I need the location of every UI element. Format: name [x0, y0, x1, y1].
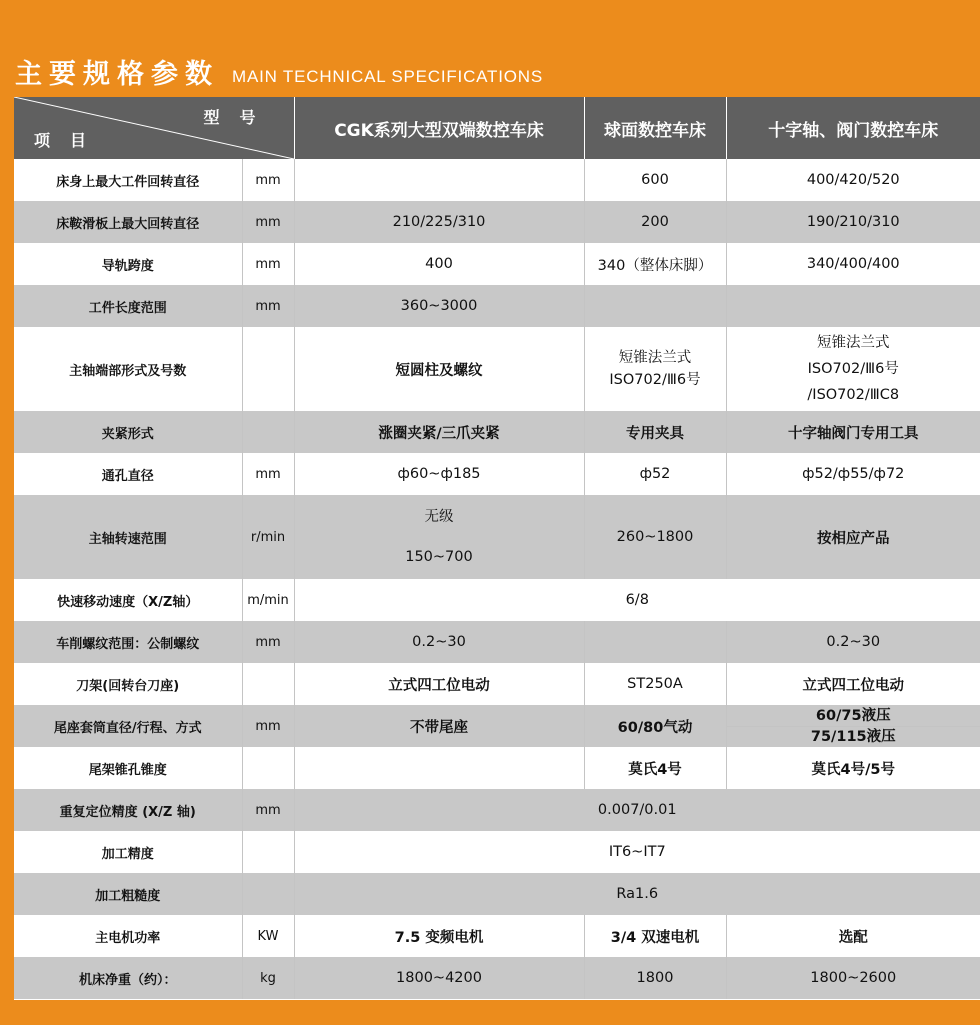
cell-model2: 专用夹具	[584, 411, 726, 453]
page-title-en: MAIN TECHNICAL SPECIFICATIONS	[232, 67, 543, 86]
row-label: 主轴转速范围	[14, 495, 242, 579]
cell-line: /ISO702/ⅢC8	[807, 387, 900, 403]
cell-model3	[726, 285, 980, 327]
cell-model1: 0.2~30	[294, 621, 584, 663]
cell-model1: 短圆柱及螺纹	[294, 327, 584, 411]
cell-all-models: Ra1.6	[294, 873, 980, 915]
table-row	[14, 957, 980, 999]
row-unit: m/min	[242, 579, 294, 621]
header-model-spherical: 球面数控车床	[584, 97, 726, 159]
row-unit: mm	[242, 453, 294, 495]
cell-model2: 260~1800	[584, 495, 726, 579]
page-title-cn: 主要规格参数	[15, 59, 219, 90]
table-header-row	[14, 97, 980, 159]
row-label: 尾架锥孔锥度	[14, 747, 242, 789]
table-row	[14, 663, 980, 705]
cell-model1: 7.5 变频电机	[294, 915, 584, 957]
row-unit: mm	[242, 159, 294, 201]
cell-model2: ST250A	[584, 663, 726, 705]
cell-model2: 200	[584, 201, 726, 243]
cell-line: 150~700	[405, 549, 473, 565]
cell-model3: 选配	[726, 915, 980, 957]
table-row	[14, 915, 980, 957]
cell-model2: 340（整体床脚）	[584, 243, 726, 285]
cell-model1: 400	[294, 243, 584, 285]
table-row	[14, 747, 980, 789]
cell-model2	[584, 327, 726, 411]
row-label: 尾座套筒直径/行程、方式	[14, 705, 242, 747]
cell-model1: 立式四工位电动	[294, 663, 584, 705]
row-unit	[242, 327, 294, 411]
cell-model3: 400/420/520	[726, 159, 980, 201]
row-label: 导轨跨度	[14, 243, 242, 285]
row-unit	[242, 663, 294, 705]
table-row	[14, 495, 980, 579]
cell-model2	[584, 285, 726, 327]
cell-line: 短锥法兰式	[618, 350, 692, 366]
header-item-label: 项目	[34, 131, 107, 150]
row-unit	[242, 873, 294, 915]
table-row	[14, 159, 980, 201]
row-label: 机床净重（约）：	[14, 957, 242, 999]
row-label: 快速移动速度（X/Z轴）	[14, 579, 242, 621]
cell-model2: 莫氏4号	[584, 747, 726, 789]
row-label: 刀架(回转台刀座)	[14, 663, 242, 705]
cell-model3: 340/400/400	[726, 243, 980, 285]
cell-model1: 210/225/310	[294, 201, 584, 243]
table-row	[14, 621, 980, 663]
cell-model2: 60/80气动	[584, 705, 726, 747]
row-unit: mm	[242, 621, 294, 663]
row-unit: kg	[242, 957, 294, 999]
cell-line: 75/115液压	[810, 728, 896, 745]
cell-spacer	[295, 528, 584, 546]
table-row	[14, 201, 980, 243]
table-row	[14, 873, 980, 915]
table-row	[14, 831, 980, 873]
row-unit: r/min	[242, 495, 294, 579]
row-unit: mm	[242, 285, 294, 327]
row-label: 通孔直径	[14, 453, 242, 495]
row-label: 加工精度	[14, 831, 242, 873]
cell-line: 60/75液压	[727, 706, 980, 727]
cell-model1: 不带尾座	[294, 705, 584, 747]
row-label: 重复定位精度 (X/Z 轴)	[14, 789, 242, 831]
cell-model1: 涨圈夹紧/三爪夹紧	[294, 411, 584, 453]
header-model-cross-valve: 十字轴、阀门数控车床	[726, 97, 980, 159]
spec-table-container	[14, 97, 980, 1000]
cell-model1	[294, 159, 584, 201]
row-unit: KW	[242, 915, 294, 957]
row-label: 车削螺纹范围：公制螺纹	[14, 621, 242, 663]
cell-model1: ф60~ф185	[294, 453, 584, 495]
table-row	[14, 453, 980, 495]
cell-model2: ф52	[584, 453, 726, 495]
table-row	[14, 285, 980, 327]
row-unit	[242, 411, 294, 453]
cell-model3: ф52/ф55/ф72	[726, 453, 980, 495]
cell-model1: 360~3000	[294, 285, 584, 327]
header-model-cgk: CGK系列大型双端数控车床	[294, 97, 584, 159]
row-label: 床身上最大工件回转直径	[14, 159, 242, 201]
cell-model3: 立式四工位电动	[726, 663, 980, 705]
table-row	[14, 411, 980, 453]
cell-model3: 按相应产品	[726, 495, 980, 579]
cell-model1: 1800~4200	[294, 957, 584, 999]
cell-model3: 1800~2600	[726, 957, 980, 999]
row-label: 主电机功率	[14, 915, 242, 957]
cell-model2: 3/4 双速电机	[584, 915, 726, 957]
cell-model2: 1800	[584, 957, 726, 999]
cell-model2	[584, 621, 726, 663]
cell-model3	[726, 327, 980, 411]
spec-table	[14, 97, 980, 999]
row-unit	[242, 747, 294, 789]
cell-all-models: 6/8	[294, 579, 980, 621]
cell-model2: 600	[584, 159, 726, 201]
table-row	[14, 579, 980, 621]
cell-model1	[294, 747, 584, 789]
cell-line: ISO702/Ⅲ6号	[807, 361, 899, 377]
table-row	[14, 243, 980, 285]
table-row	[14, 705, 980, 747]
row-label: 工件长度范围	[14, 285, 242, 327]
row-unit: mm	[242, 243, 294, 285]
cell-model1	[294, 495, 584, 579]
row-unit: mm	[242, 705, 294, 747]
header-corner-cell	[14, 97, 294, 159]
row-label: 床鞍滑板上最大回转直径	[14, 201, 242, 243]
cell-all-models: IT6~IT7	[294, 831, 980, 873]
cell-line: 短锥法兰式	[817, 335, 890, 351]
cell-line: ISO702/Ⅲ6号	[609, 372, 701, 388]
header-model-label: 型号	[203, 108, 276, 127]
row-label: 夹紧形式	[14, 411, 242, 453]
row-label: 加工粗糙度	[14, 873, 242, 915]
row-label: 主轴端部形式及号数	[14, 327, 242, 411]
cell-model3: 莫氏4号/5号	[726, 747, 980, 789]
cell-model3	[726, 705, 980, 747]
cell-model3: 十字轴阀门专用工具	[726, 411, 980, 453]
row-unit: mm	[242, 789, 294, 831]
row-unit: mm	[242, 201, 294, 243]
cell-line: 无级	[424, 509, 454, 525]
row-unit	[242, 831, 294, 873]
cell-model3: 0.2~30	[726, 621, 980, 663]
cell-all-models: 0.007/0.01	[294, 789, 980, 831]
cell-model3: 190/210/310	[726, 201, 980, 243]
table-row	[14, 327, 980, 411]
table-row	[14, 789, 980, 831]
